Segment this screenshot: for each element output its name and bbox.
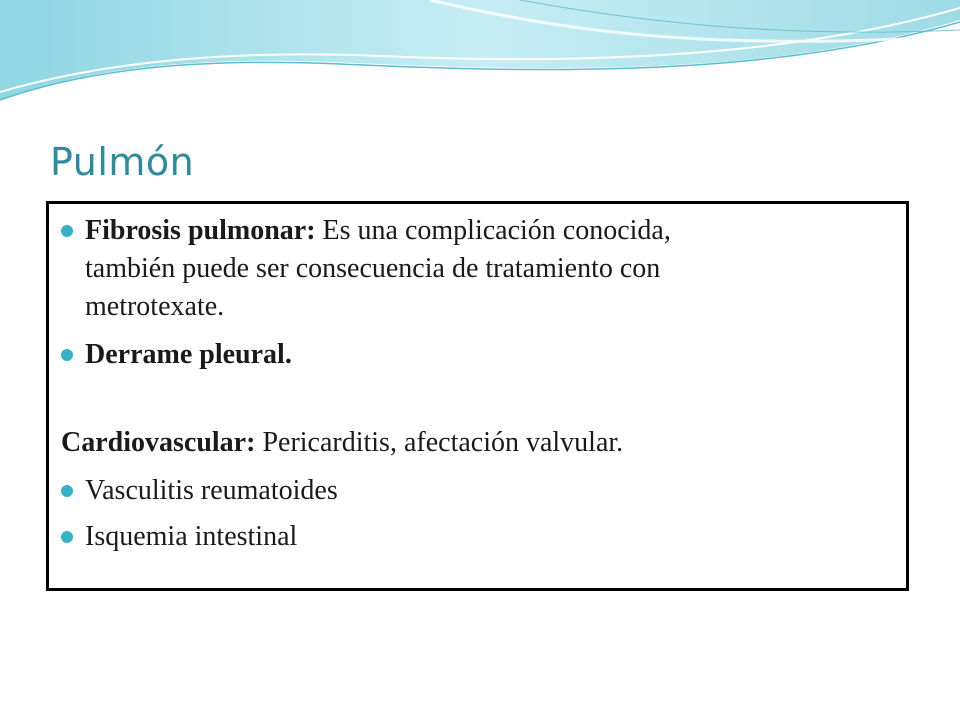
- list-item-vasculitis: [85, 472, 875, 510]
- page-title: Pulmón: [50, 140, 195, 184]
- bullet-dot-icon: [61, 225, 73, 237]
- list-item-text: Es una complicación conocida,: [315, 215, 671, 246]
- list-item-continuation: [85, 250, 875, 288]
- cardio-line: [61, 424, 881, 462]
- list-item-text: metrotexate.: [85, 291, 225, 322]
- list-item-isquemia: [85, 518, 875, 556]
- cardio-bold-label: Cardiovascular:: [61, 427, 256, 458]
- bullet-dot-icon: [61, 485, 73, 497]
- list-item-text: Isquemia intestinal: [85, 521, 298, 552]
- content-box: [46, 201, 909, 591]
- bullet-dot-icon: [61, 349, 73, 361]
- list-item-bold-label: Fibrosis pulmonar:: [85, 215, 316, 246]
- cardio-text: Pericarditis, afectación valvular.: [255, 427, 624, 458]
- list-item-continuation: [85, 288, 875, 326]
- list-item-fibrosis: [85, 212, 875, 250]
- list-item-text: también puede ser consecuencia de tratamiento con: [85, 253, 661, 284]
- header-wave-decoration: [0, 0, 960, 110]
- list-item-bold-label: Derrame pleural.: [85, 339, 292, 370]
- bullet-dot-icon: [61, 531, 73, 543]
- list-item-derrame: [85, 336, 875, 374]
- list-item-text: Vasculitis reumatoides: [85, 475, 338, 506]
